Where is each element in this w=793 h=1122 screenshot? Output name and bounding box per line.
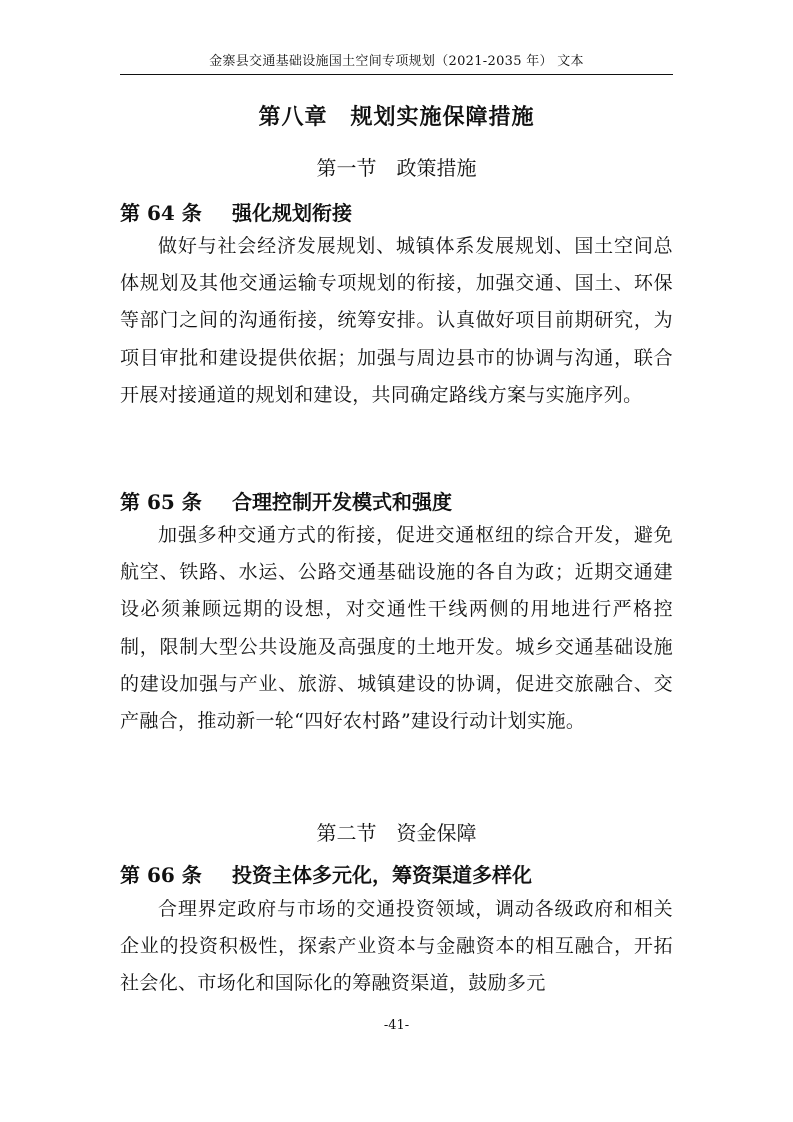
article-heading-65 [120,486,673,515]
article-heading-64 [120,197,673,226]
section-title-funding: 第二节 资金保障 [316,821,477,845]
chapter-title: 第八章 规划实施保障措施 [258,104,535,130]
article-number: 第 66 条 [120,863,202,887]
article-title: 强化规划衔接 [232,201,352,225]
section-title-policy: 第一节 政策措施 [316,156,477,180]
page-number: -41- [383,1018,410,1033]
header-rule [120,74,673,75]
article-paragraph-64: 做好与社会经济发展规划、城镇体系发展规划、国土空间总体规划及其他交通运输专项规划的衔接，加强交通、国土、环保等部门之间的沟通衔接，统筹安排。认真做好项目前期研究，为项目审批和建设提供依据；加强与周边县市的协调与沟通，联合开展对接通道的规划和建设，共同确定路线方案与实施序列。 [120,235,673,406]
article-heading-66 [120,859,673,888]
article-title: 合理控制开发模式和强度 [232,490,452,514]
article-number: 第 65 条 [120,490,202,514]
running-header: 金寨县交通基础设施国土空间专项规划（2021-2035 年） 文本 [209,54,584,69]
article-paragraph-66: 合理界定政府与市场的交通投资领域，调动各级政府和相关企业的投资积极性，探索产业资本与金融资本的相互融合，开拓社会化、市场化和国际化的筹融资渠道，鼓励多元 [120,898,673,995]
article-paragraph-65: 加强多种交通方式的衔接，促进交通枢纽的综合开发，避免航空、铁路、水运、公路交通基础设施的各自为政；近期交通建设必须兼顾远期的设想，对交通性干线两侧的用地进行严格控制，限制大型公共设施及高强度的土地开发。城乡交通基础设施的建设加强与产业、旅游、城镇建设的协调，促进交旅融合、交产融合，推动新一轮“四好农村路”建设行动计划实施。 [120,524,673,733]
article-number: 第 64 条 [120,201,202,225]
article-title: 投资主体多元化，筹资渠道多样化 [232,863,532,887]
